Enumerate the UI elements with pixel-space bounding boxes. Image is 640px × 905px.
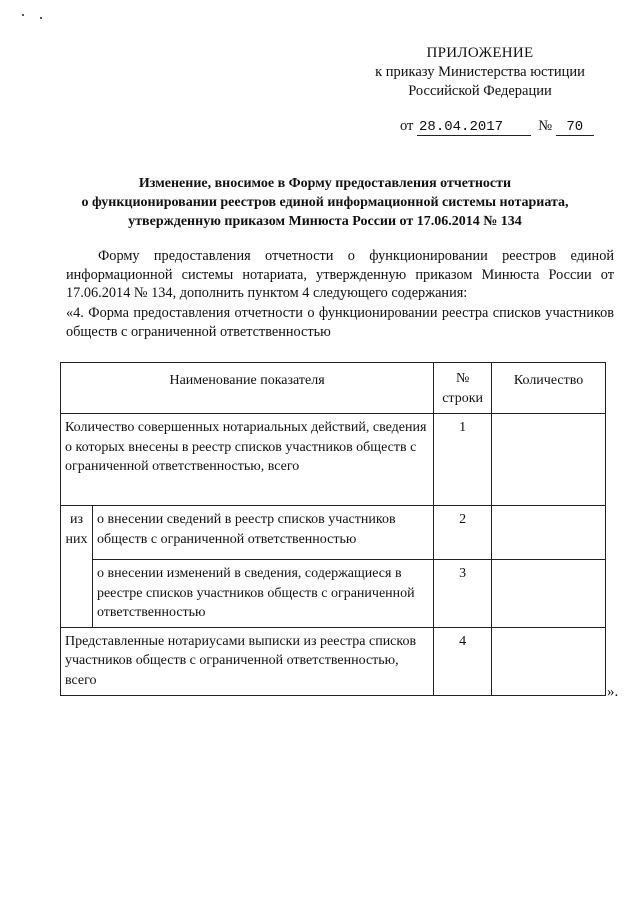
- intro-paragraph: Форму предоставления отчетности о функционировании реестров единой информационной системы нотариата, утвержденную приказом Минюста России от 17.06.2014 № 134, дополнить пунктом 4 следующего содержания:: [66, 248, 614, 302]
- group-label-line: них: [65, 531, 88, 547]
- header-quantity: Количество: [492, 363, 606, 414]
- row-label: Представленные нотариусами выписки из реестра списков участников обществ с ограниченной ответственностью, всего: [61, 627, 434, 695]
- row-label: о внесении сведений в реестр списков участников обществ с ограниченной ответственностью: [92, 506, 433, 560]
- order-reference: [400, 118, 594, 136]
- table-header-row: [61, 363, 606, 414]
- appendix-line: к приказу Министерства юстиции: [375, 64, 585, 80]
- heading-line: утвержденную приказом Минюста России от 17.06.2014 № 134: [128, 214, 522, 229]
- scan-speck: [40, 17, 42, 19]
- table-row: [61, 627, 606, 695]
- table-row: [61, 560, 606, 628]
- row-quantity: [492, 506, 606, 560]
- order-from-label: от: [400, 118, 414, 134]
- header-row-number: [434, 363, 492, 414]
- header-indicator-name: Наименование показателя: [61, 363, 434, 414]
- order-date: 28.04.2017: [417, 119, 531, 136]
- row-number: 2: [434, 506, 492, 560]
- item4-paragraph: «4. Форма предоставления отчетности о функционировании реестра списков участников обществ с ограниченной ответственностью: [66, 305, 614, 340]
- table-row: [61, 414, 606, 506]
- scan-speck: [22, 14, 24, 16]
- order-number-label: №: [538, 118, 553, 134]
- row-label: Количество совершенных нотариальных действий, сведения о которых внесены в реестр списков участников обществ с ограниченной ответственностью, всего: [61, 414, 434, 506]
- header-row-number-line: №: [455, 371, 470, 386]
- row-number: 1: [434, 414, 492, 506]
- appendix-title: ПРИЛОЖЕНИЕ: [426, 45, 534, 61]
- group-label-line: из: [69, 512, 83, 527]
- order-number: 70: [556, 119, 594, 136]
- heading-line: о функционировании реестров единой информационной системы нотариата,: [81, 195, 569, 210]
- header-row-number-line: строки: [442, 390, 484, 406]
- row-number: 3: [434, 560, 492, 628]
- row-label: о внесении изменений в сведения, содержащиеся в реестре списков участников обществ с ограниченной ответственностью: [92, 560, 433, 628]
- document-heading: [60, 174, 590, 231]
- appendix-block: [360, 44, 600, 101]
- row-quantity: [492, 627, 606, 695]
- table-row: [61, 506, 606, 560]
- closing-quote: ».: [607, 684, 619, 700]
- row-number: 4: [434, 627, 492, 695]
- group-label: [61, 506, 93, 628]
- row-quantity: [492, 560, 606, 628]
- heading-line: Изменение, вносимое в Форму предоставления отчетности: [138, 176, 512, 191]
- appendix-line: Российской Федерации: [408, 83, 552, 99]
- row-quantity: [492, 414, 606, 506]
- report-form-table: [60, 362, 606, 696]
